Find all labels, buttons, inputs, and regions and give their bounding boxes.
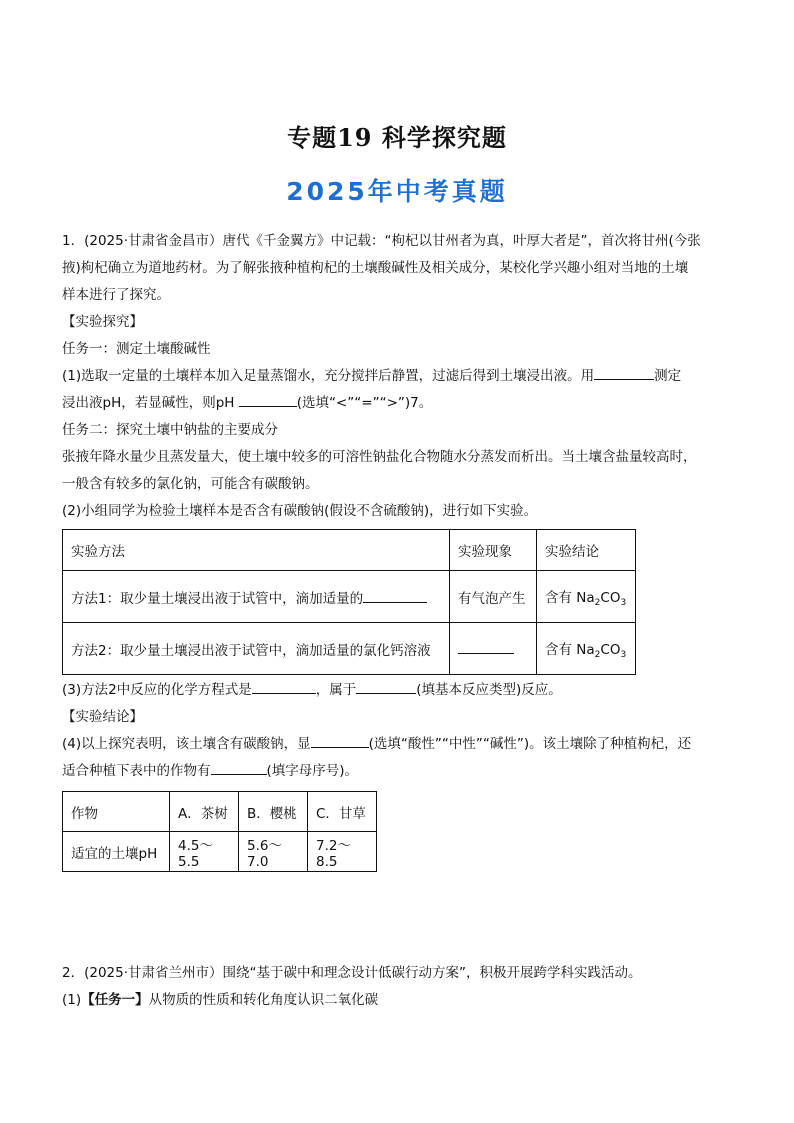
- q1-sub4-text-b: (选填“酸性”“中性”“碱性”)。该土壤除了种植枸杞，还: [368, 736, 692, 752]
- q1-sub4-line2: [62, 758, 742, 785]
- q1-intro-line2: 掖)枸杞确立为道地药材。为了解张掖种植枸杞的土壤酸碱性及相关成分，某校化学兴趣小组对当地的土壤: [62, 260, 689, 276]
- q2-task1: [62, 987, 742, 1014]
- banner-text: [276, 172, 518, 208]
- table-header: 实验方法: [63, 530, 450, 571]
- q1-sub1-line2: [62, 390, 742, 417]
- q1-sub1-text-a: (1)选取一定量的土壤样本加入足量蒸馏水，充分搅拌后静置，过滤后得到土壤浸出液。用: [62, 368, 595, 384]
- conclusion-text-a: 含有 Na: [545, 641, 595, 658]
- conclusion-text-a: 含有 Na: [545, 589, 595, 606]
- table-header-row: [63, 792, 377, 832]
- table-cell: 4.5～5.5: [170, 832, 239, 872]
- table-header: C．甘草: [308, 792, 377, 832]
- conclusion-text-b: CO: [600, 641, 621, 658]
- subscript: 2: [594, 649, 601, 660]
- q1-sub1-text-c: 浸出液pH，若显碱性，则pH: [62, 395, 239, 411]
- subscript: 3: [620, 649, 627, 660]
- task1-heading: 任务一：测定土壤酸碱性: [62, 341, 211, 357]
- section-heading-experiment: 【实验探究】: [62, 314, 143, 330]
- q1-sub3-text-c: (填基本反应类型)反应。: [416, 682, 562, 698]
- q2-task1-text: 从物质的性质和转化角度认识二氧化碳: [148, 992, 379, 1008]
- table-cell: 7.2～8.5: [308, 832, 377, 872]
- q1-sub4-text-a: (4)以上探究表明，该土壤含有碳酸钠，显: [62, 736, 311, 752]
- q1-sub1-line1: [62, 363, 742, 390]
- question-2: [62, 960, 742, 1014]
- crop-ph-table: [62, 791, 377, 872]
- table-cell: [537, 571, 636, 623]
- experiment-table: [62, 529, 636, 675]
- q1-sub4-line1: [62, 731, 742, 758]
- q1-sub3-text-b: ，属于: [315, 682, 357, 698]
- q1-intro-line3: 样本进行了探究。: [62, 287, 170, 303]
- q1-para-line1: 张掖年降水量少且蒸发量大，使土壤中较多的可溶性钠盐化合物随水分蒸发而析出。当土壤含盐量较高时，: [62, 449, 697, 465]
- table-cell: 方法2：取少量土壤浸出液于试管中，滴加适量的氯化钙溶液: [63, 623, 450, 675]
- table-header: 实验现象: [450, 530, 537, 571]
- table-row: [63, 571, 636, 623]
- page-title: 专题19 科学探究题: [287, 123, 507, 152]
- q1-sub4-text-d: (填字母序号)。: [266, 763, 359, 779]
- q1-intro-line1: 1．(2025·甘肃省金昌市）唐代《千金翼方》中记载：“枸杞以甘州者为真，叶厚大者是”，首次将甘州(今张: [62, 233, 701, 249]
- table-header: 实验结论: [537, 530, 636, 571]
- q2-intro: 2．(2025·甘肃省兰州市）围绕“基于碳中和理念设计低碳行动方案”，积极开展跨学科实践活动。: [62, 965, 642, 981]
- method-text: 方法1：取少量土壤浸出液于试管中，滴加适量的: [71, 590, 364, 607]
- conclusion-text-b: CO: [600, 589, 621, 606]
- question-1: [62, 228, 742, 872]
- answer-blank[interactable]: [363, 588, 427, 603]
- table-header-row: [63, 530, 636, 571]
- answer-blank[interactable]: [594, 365, 654, 380]
- task2-heading: 任务二：探究土壤中钠盐的主要成分: [62, 422, 278, 438]
- subscript: 2: [594, 597, 601, 608]
- banner: [0, 172, 794, 208]
- q2-task1-label: 【任务一】: [81, 992, 149, 1008]
- banner-label: 2025年中考真题: [286, 177, 508, 206]
- q2-task1-prefix: (1): [62, 992, 82, 1008]
- q1-sub2: (2)小组同学为检验土壤样本是否含有碳酸钠(假设不含硫酸钠)，进行如下实验。: [62, 503, 538, 519]
- table-cell: 有气泡产生: [450, 571, 537, 623]
- table-cell: 适宜的土壤pH: [63, 832, 170, 872]
- answer-blank[interactable]: [458, 639, 514, 654]
- table-cell: [450, 623, 537, 675]
- q1-sub4-text-c: 适合种植下表中的作物有: [62, 763, 211, 779]
- table-header: 作物: [63, 792, 170, 832]
- q1-sub1-text-d: (选填“<”“=”“>”)7。: [296, 395, 433, 411]
- table-row: [63, 832, 377, 872]
- table-header: A．茶树: [170, 792, 239, 832]
- subscript: 3: [620, 597, 627, 608]
- table-header: B．樱桃: [239, 792, 308, 832]
- q1-sub3: [62, 677, 742, 704]
- table-cell: [537, 623, 636, 675]
- q1-para-line2: 一般含有较多的氯化钠，可能含有碳酸钠。: [62, 476, 319, 492]
- answer-blank[interactable]: [252, 679, 316, 694]
- q1-sub1-text-b: 测定: [654, 368, 682, 384]
- answer-blank[interactable]: [239, 392, 297, 407]
- answer-blank[interactable]: [356, 679, 416, 694]
- table-cell: [63, 571, 450, 623]
- answer-blank[interactable]: [211, 760, 267, 775]
- q1-sub3-text-a: (3)方法2中反应的化学方程式是: [62, 682, 252, 698]
- answer-blank[interactable]: [311, 733, 369, 748]
- table-cell: 5.6～7.0: [239, 832, 308, 872]
- table-row: [63, 623, 636, 675]
- section-heading-conclusion: 【实验结论】: [62, 709, 143, 725]
